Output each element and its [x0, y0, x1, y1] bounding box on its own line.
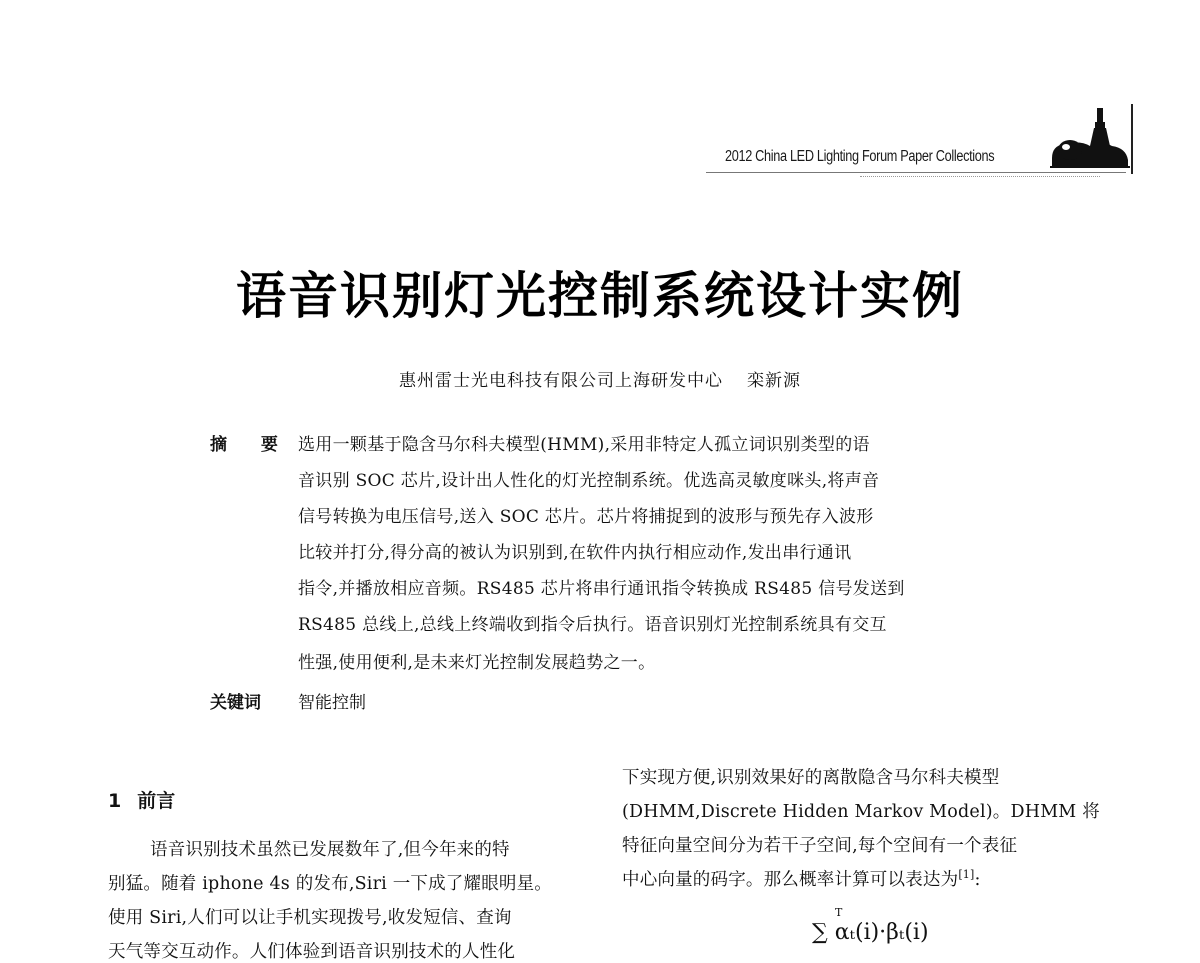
- body-line: 语音识别技术虽然已发展数年了,但今年来的特: [150, 840, 510, 860]
- sum-formula: ∑ αₜ(i)·βₜ(i): [812, 920, 929, 945]
- author: 栾新源: [747, 371, 801, 391]
- citation-ref: [1]: [958, 868, 975, 882]
- abstract-line: 比较并打分,得分高的被认为识别到,在软件内执行相应动作,发出串行通讯: [298, 543, 852, 563]
- abstract-label: 摘 要: [210, 435, 292, 455]
- keywords-text: 智能控制: [298, 693, 366, 713]
- body-line: 别猛。随着 iphone 4s 的发布,Siri 一下成了耀眼明星。: [108, 874, 553, 894]
- header-rule-dotted: [860, 176, 1100, 177]
- abstract-line: 信号转换为电压信号,送入 SOC 芯片。芯片将捕捉到的波形与预先存入波形: [298, 507, 874, 527]
- section-title: 前言: [137, 790, 176, 812]
- header-vertical-bar: [1131, 104, 1133, 174]
- body-line: 下实现方便,识别效果好的离散隐含马尔科夫模型: [622, 768, 1000, 788]
- body-line: 使用 Siri,人们可以让手机实现拨号,收发短信、查询: [108, 908, 512, 928]
- body-line: 天气等交互动作。人们体验到语音识别技术的人性化: [108, 942, 516, 962]
- body-text-end: :: [974, 870, 981, 890]
- sum-upper-limit: T: [835, 906, 843, 919]
- running-header: 2012 China LED Lighting Forum Paper Collections: [725, 148, 995, 165]
- abstract-line: RS485 总线上,总线上终端收到指令后执行。语音识别灯光控制系统具有交互: [298, 615, 887, 635]
- abstract-line: 选用一颗基于隐含马尔科夫模型(HMM),采用非特定人孤立词识别类型的语: [298, 435, 870, 455]
- body-line: 特征向量空间分为若干子空间,每个空间有一个表征: [622, 836, 1018, 856]
- section-heading: [108, 786, 175, 813]
- body-text: 中心向量的码字。那么概率计算可以表达为: [622, 870, 959, 890]
- keywords-label: 关键词: [210, 693, 261, 713]
- paper-title: 语音识别灯光控制系统设计实例: [236, 267, 964, 325]
- header-rule: [706, 172, 1126, 173]
- abstract-line: 指令,并播放相应音频。RS485 芯片将串行通讯指令转换成 RS485 信号发送到: [298, 579, 905, 599]
- lamp-logo-icon: [1050, 100, 1130, 172]
- body-line-with-citation: [622, 866, 981, 891]
- abstract-line: 音识别 SOC 芯片,设计出人性化的灯光控制系统。优选高灵敏度咪头,将声音: [298, 471, 880, 491]
- abstract-line: 性强,使用便利,是未来灯光控制发展趋势之一。: [298, 653, 656, 673]
- section-number: 1: [108, 790, 122, 812]
- affiliation-line: [0, 366, 1200, 391]
- affiliation: 惠州雷士光电科技有限公司上海研发中心: [399, 371, 723, 391]
- body-line: (DHMM,Discrete Hidden Markov Model)。DHMM 将: [622, 802, 1100, 822]
